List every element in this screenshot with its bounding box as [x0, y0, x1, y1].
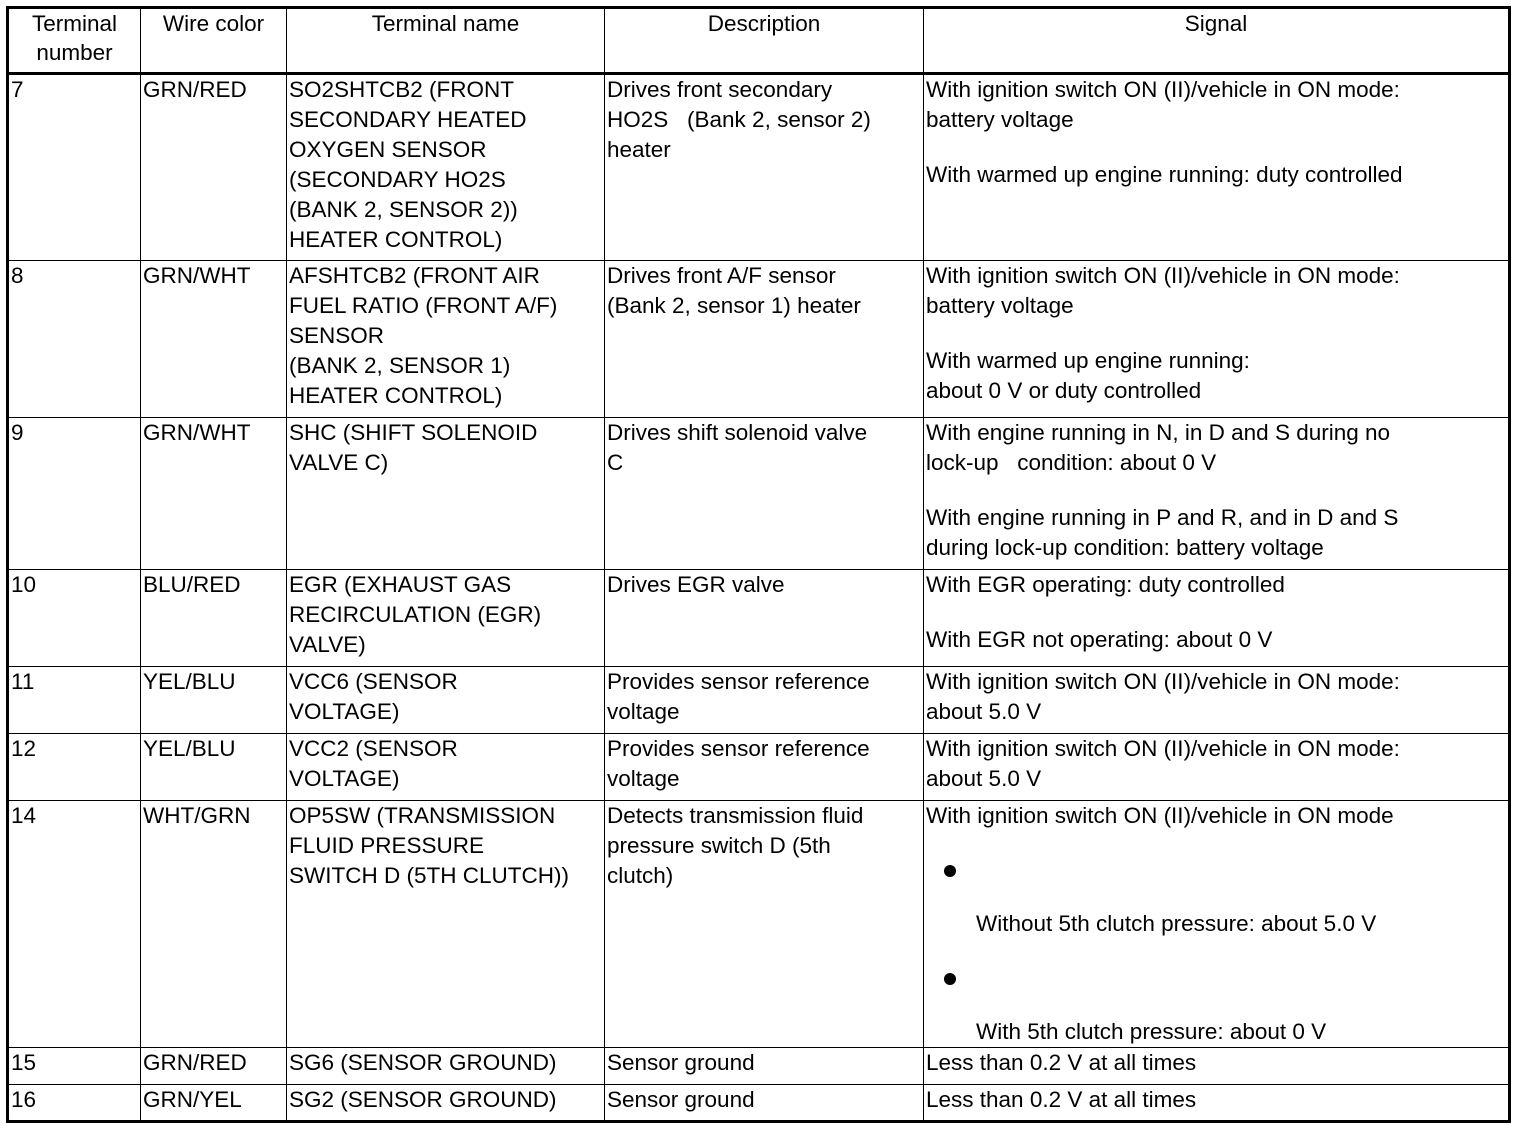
- table-row: [8, 801, 1510, 1048]
- terminal-name-cell: VCC2 (SENSOR VOLTAGE): [287, 734, 605, 801]
- terminal-name-cell: EGR (EXHAUST GAS RECIRCULATION (EGR) VALVE): [287, 570, 605, 667]
- description-cell: Detects transmission fluid pressure switch D (5th clutch): [605, 801, 924, 1048]
- terminal-number-cell: 15: [8, 1048, 141, 1085]
- signal-text: With EGR not operating: about 0 V: [926, 627, 1273, 652]
- description-cell: Drives shift solenoid valve C: [605, 418, 924, 570]
- terminal-name-cell: SG6 (SENSOR GROUND): [287, 1048, 605, 1085]
- table-row: [8, 734, 1510, 801]
- description-cell: Drives EGR valve: [605, 570, 924, 667]
- signal-cell: [924, 74, 1510, 261]
- table-row: [8, 570, 1510, 667]
- table-row: [8, 1085, 1510, 1122]
- description-cell: Sensor ground: [605, 1048, 924, 1085]
- terminal-name-cell: SHC (SHIFT SOLENOID VALVE C): [287, 418, 605, 570]
- wire-color-cell: GRN/RED: [141, 74, 287, 261]
- signal-text: With warmed up engine running: duty controlled: [926, 162, 1403, 187]
- signal-text: Less than 0.2 V at all times: [926, 1087, 1197, 1112]
- signal-text: Less than 0.2 V at all times: [926, 1050, 1197, 1075]
- terminal-number-cell: 11: [8, 667, 141, 734]
- signal-cell: [924, 261, 1510, 418]
- terminal-number-cell: 12: [8, 734, 141, 801]
- signal-cell: [924, 801, 1510, 1048]
- table-row: [8, 261, 1510, 418]
- terminal-name-cell: OP5SW (TRANSMISSION FLUID PRESSURE SWITCH D (5TH CLUTCH)): [287, 801, 605, 1048]
- description-cell: Provides sensor reference voltage: [605, 734, 924, 801]
- signal-text: With ignition switch ON (II)/vehicle in ON mode: battery voltage: [926, 263, 1400, 318]
- terminal-name-cell: SO2SHTCB2 (FRONT SECONDARY HEATED OXYGEN SENSOR (SECONDARY HO2S (BANK 2, SENSOR 2)) HEATER CONTROL): [287, 74, 605, 261]
- signal-text: With engine running in P and R, and in D and S during lock-up condition: battery voltage: [926, 505, 1399, 560]
- wire-color-cell: YEL/BLU: [141, 734, 287, 801]
- signal-cell: [924, 1085, 1510, 1122]
- signal-bullet-item: [926, 855, 1506, 939]
- signal-bullet-text: With 5th clutch pressure: about 0 V: [976, 1019, 1327, 1044]
- terminal-number-cell: 14: [8, 801, 141, 1048]
- signal-text: With ignition switch ON (II)/vehicle in ON mode: about 5.0 V: [926, 736, 1400, 791]
- header-signal: Signal: [924, 8, 1510, 74]
- wire-color-cell: GRN/YEL: [141, 1085, 287, 1122]
- signal-cell: [924, 1048, 1510, 1085]
- terminal-number-cell: 7: [8, 74, 141, 261]
- terminal-number-cell: 16: [8, 1085, 141, 1122]
- terminal-name-cell: VCC6 (SENSOR VOLTAGE): [287, 667, 605, 734]
- description-cell: Sensor ground: [605, 1085, 924, 1122]
- header-terminal-name: Terminal name: [287, 8, 605, 74]
- signal-bullet-item: [926, 963, 1506, 1047]
- bullet-icon: [926, 855, 1506, 885]
- terminal-number-cell: 10: [8, 570, 141, 667]
- table-row: [8, 667, 1510, 734]
- table-row: [8, 1048, 1510, 1085]
- description-cell: Drives front A/F sensor (Bank 2, sensor 1) heater: [605, 261, 924, 418]
- terminal-number-cell: 8: [8, 261, 141, 418]
- signal-text: With ignition switch ON (II)/vehicle in ON mode: about 5.0 V: [926, 669, 1400, 724]
- wire-color-cell: GRN/WHT: [141, 418, 287, 570]
- description-cell: Provides sensor reference voltage: [605, 667, 924, 734]
- signal-text: With EGR operating: duty controlled: [926, 572, 1285, 597]
- terminal-name-cell: AFSHTCB2 (FRONT AIR FUEL RATIO (FRONT A/F) SENSOR (BANK 2, SENSOR 1) HEATER CONTROL): [287, 261, 605, 418]
- terminal-name-cell: SG2 (SENSOR GROUND): [287, 1085, 605, 1122]
- signal-cell: [924, 667, 1510, 734]
- signal-cell: [924, 418, 1510, 570]
- wire-color-cell: GRN/WHT: [141, 261, 287, 418]
- header-terminal-number: Terminal number: [8, 8, 141, 74]
- wire-color-cell: WHT/GRN: [141, 801, 287, 1048]
- signal-text: With engine running in N, in D and S during no lock-up condition: about 0 V: [926, 420, 1391, 475]
- table-row: [8, 74, 1510, 261]
- signal-bullet-text: Without 5th clutch pressure: about 5.0 V: [976, 911, 1377, 936]
- terminal-number-cell: 9: [8, 418, 141, 570]
- header-row: [8, 8, 1510, 74]
- header-wire-color: Wire color: [141, 8, 287, 74]
- table-row: [8, 418, 1510, 570]
- bullet-icon: [926, 963, 1506, 993]
- signal-text: With warmed up engine running: about 0 V or duty controlled: [926, 348, 1250, 403]
- description-cell: Drives front secondary HO2S (Bank 2, sensor 2) heater: [605, 74, 924, 261]
- terminal-table: [6, 6, 1511, 1123]
- signal-cell: [924, 570, 1510, 667]
- wire-color-cell: GRN/RED: [141, 1048, 287, 1085]
- signal-bullet-list: [926, 855, 1506, 1047]
- signal-text: With ignition switch ON (II)/vehicle in ON mode: [926, 803, 1394, 828]
- wire-color-cell: BLU/RED: [141, 570, 287, 667]
- signal-cell: [924, 734, 1510, 801]
- header-description: Description: [605, 8, 924, 74]
- wire-color-cell: YEL/BLU: [141, 667, 287, 734]
- signal-text: With ignition switch ON (II)/vehicle in ON mode: battery voltage: [926, 77, 1400, 132]
